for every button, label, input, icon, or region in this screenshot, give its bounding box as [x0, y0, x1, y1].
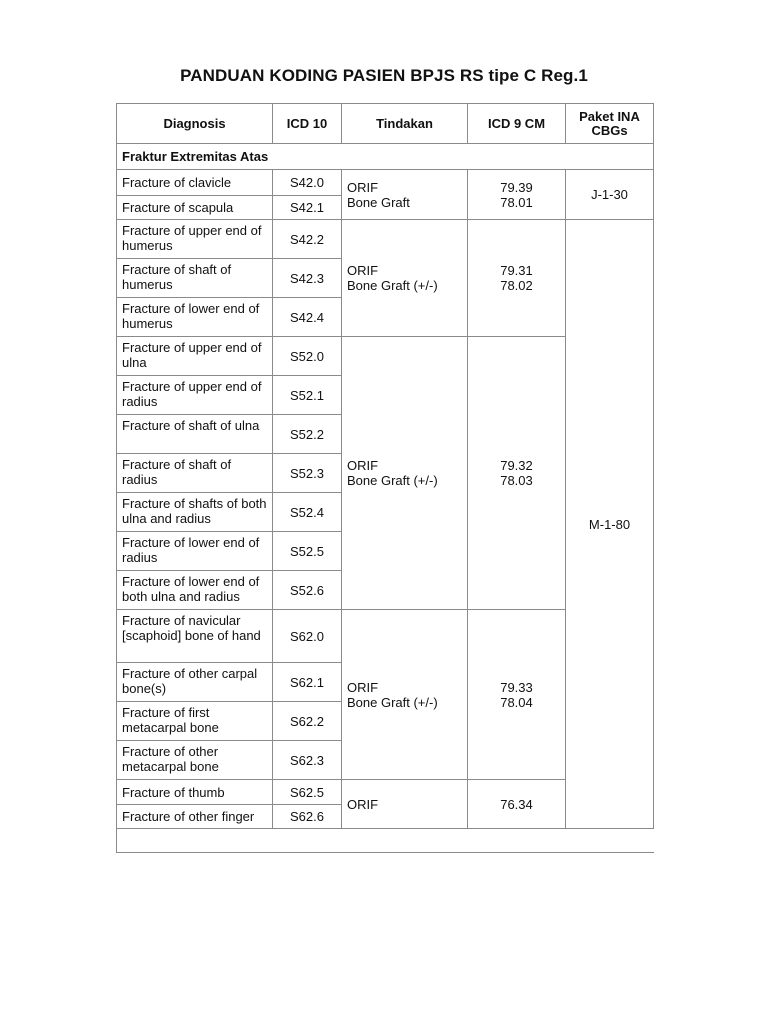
- coding-table: [116, 103, 654, 853]
- icd10-cell: S52.2: [273, 415, 342, 454]
- icd9cm-code: 79.32: [500, 458, 533, 473]
- section-title: Fraktur Extremitas Atas: [117, 144, 654, 170]
- tindakan-line: ORIF: [347, 796, 379, 812]
- icd10-cell: S42.0: [273, 170, 342, 196]
- icd10-cell: S62.5: [273, 780, 342, 805]
- icd10-cell: S42.1: [273, 196, 342, 220]
- icd9cm-code: 79.31: [500, 263, 533, 278]
- tindakan-line: Bone Graft (+/-): [347, 694, 438, 710]
- icd9cm-cell: [468, 170, 566, 220]
- icd10-cell: S42.3: [273, 259, 342, 298]
- tindakan-cell: [342, 780, 468, 829]
- header-diagnosis: Diagnosis: [117, 104, 273, 144]
- diagnosis-cell: Fracture of other finger: [117, 805, 273, 829]
- icd10-cell: S52.0: [273, 337, 342, 376]
- icd9cm-code: 76.34: [500, 796, 533, 812]
- tindakan-cell: [342, 610, 468, 780]
- header-icd10: ICD 10: [273, 104, 342, 144]
- tindakan-line: ORIF: [347, 179, 379, 195]
- diagnosis-cell: Fracture of shaft of radius: [117, 454, 273, 493]
- diagnosis-cell: Fracture of shaft of ulna: [117, 415, 273, 454]
- tindakan-line: Bone Graft: [347, 194, 410, 210]
- icd9cm-code: 79.39: [500, 179, 533, 195]
- icd9cm-cell: [468, 610, 566, 780]
- icd9cm-code: 78.04: [500, 694, 533, 710]
- icd10-cell: S42.4: [273, 298, 342, 337]
- header-paket-line1: Paket INA: [579, 108, 640, 124]
- icd10-cell: S42.2: [273, 220, 342, 259]
- icd9cm-cell: [468, 337, 566, 610]
- tindakan-cell: [342, 220, 468, 337]
- tindakan-line: Bone Graft (+/-): [347, 278, 438, 293]
- icd10-cell: S52.1: [273, 376, 342, 415]
- icd9cm-code: 79.33: [500, 679, 533, 695]
- icd10-cell: S62.3: [273, 741, 342, 780]
- tindakan-cell: [342, 170, 468, 220]
- tindakan-line: ORIF: [347, 679, 379, 695]
- header-tindakan: Tindakan: [342, 104, 468, 144]
- diagnosis-cell: Fracture of scapula: [117, 196, 273, 220]
- icd10-cell: S62.6: [273, 805, 342, 829]
- tindakan-line: ORIF: [347, 458, 379, 473]
- icd9cm-code: 78.03: [500, 473, 533, 488]
- diagnosis-cell: Fracture of upper end of humerus: [117, 220, 273, 259]
- icd10-cell: S52.3: [273, 454, 342, 493]
- tindakan-line: Bone Graft (+/-): [347, 473, 438, 488]
- icd10-cell: S52.6: [273, 571, 342, 610]
- tindakan-line: ORIF: [347, 263, 379, 278]
- header-paket: [566, 104, 654, 144]
- diagnosis-cell: Fracture of lower end of humerus: [117, 298, 273, 337]
- icd10-cell: S52.5: [273, 532, 342, 571]
- paket-cell: J-1-30: [566, 170, 654, 220]
- diagnosis-cell: Fracture of clavicle: [117, 170, 273, 196]
- paket-cell: M-1-80: [566, 220, 654, 829]
- icd10-cell: S52.4: [273, 493, 342, 532]
- diagnosis-cell: Fracture of navicular [scaphoid] bone of hand: [117, 610, 273, 663]
- diagnosis-cell: Fracture of shafts of both ulna and radius: [117, 493, 273, 532]
- icd10-cell: S62.0: [273, 610, 342, 663]
- diagnosis-cell: Fracture of thumb: [117, 780, 273, 805]
- diagnosis-cell: Fracture of first metacarpal bone: [117, 702, 273, 741]
- diagnosis-cell: Fracture of upper end of radius: [117, 376, 273, 415]
- icd9cm-cell: [468, 780, 566, 829]
- diagnosis-cell: Fracture of shaft of humerus: [117, 259, 273, 298]
- icd9cm-code: 78.01: [500, 194, 533, 210]
- diagnosis-cell: Fracture of other carpal bone(s): [117, 663, 273, 702]
- header-icd9cm: ICD 9 CM: [468, 104, 566, 144]
- icd10-cell: S62.1: [273, 663, 342, 702]
- tindakan-cell: [342, 337, 468, 610]
- diagnosis-cell: Fracture of upper end of ulna: [117, 337, 273, 376]
- diagnosis-cell: Fracture of lower end of both ulna and radius: [117, 571, 273, 610]
- icd10-cell: S62.2: [273, 702, 342, 741]
- empty-row: [117, 829, 654, 853]
- diagnosis-cell: Fracture of lower end of radius: [117, 532, 273, 571]
- header-paket-line2: CBGs: [591, 122, 628, 138]
- diagnosis-cell: Fracture of other metacarpal bone: [117, 741, 273, 780]
- icd9cm-code: 78.02: [500, 278, 533, 293]
- icd9cm-cell: [468, 220, 566, 337]
- document-title: PANDUAN KODING PASIEN BPJS RS tipe C Reg.1: [180, 66, 588, 85]
